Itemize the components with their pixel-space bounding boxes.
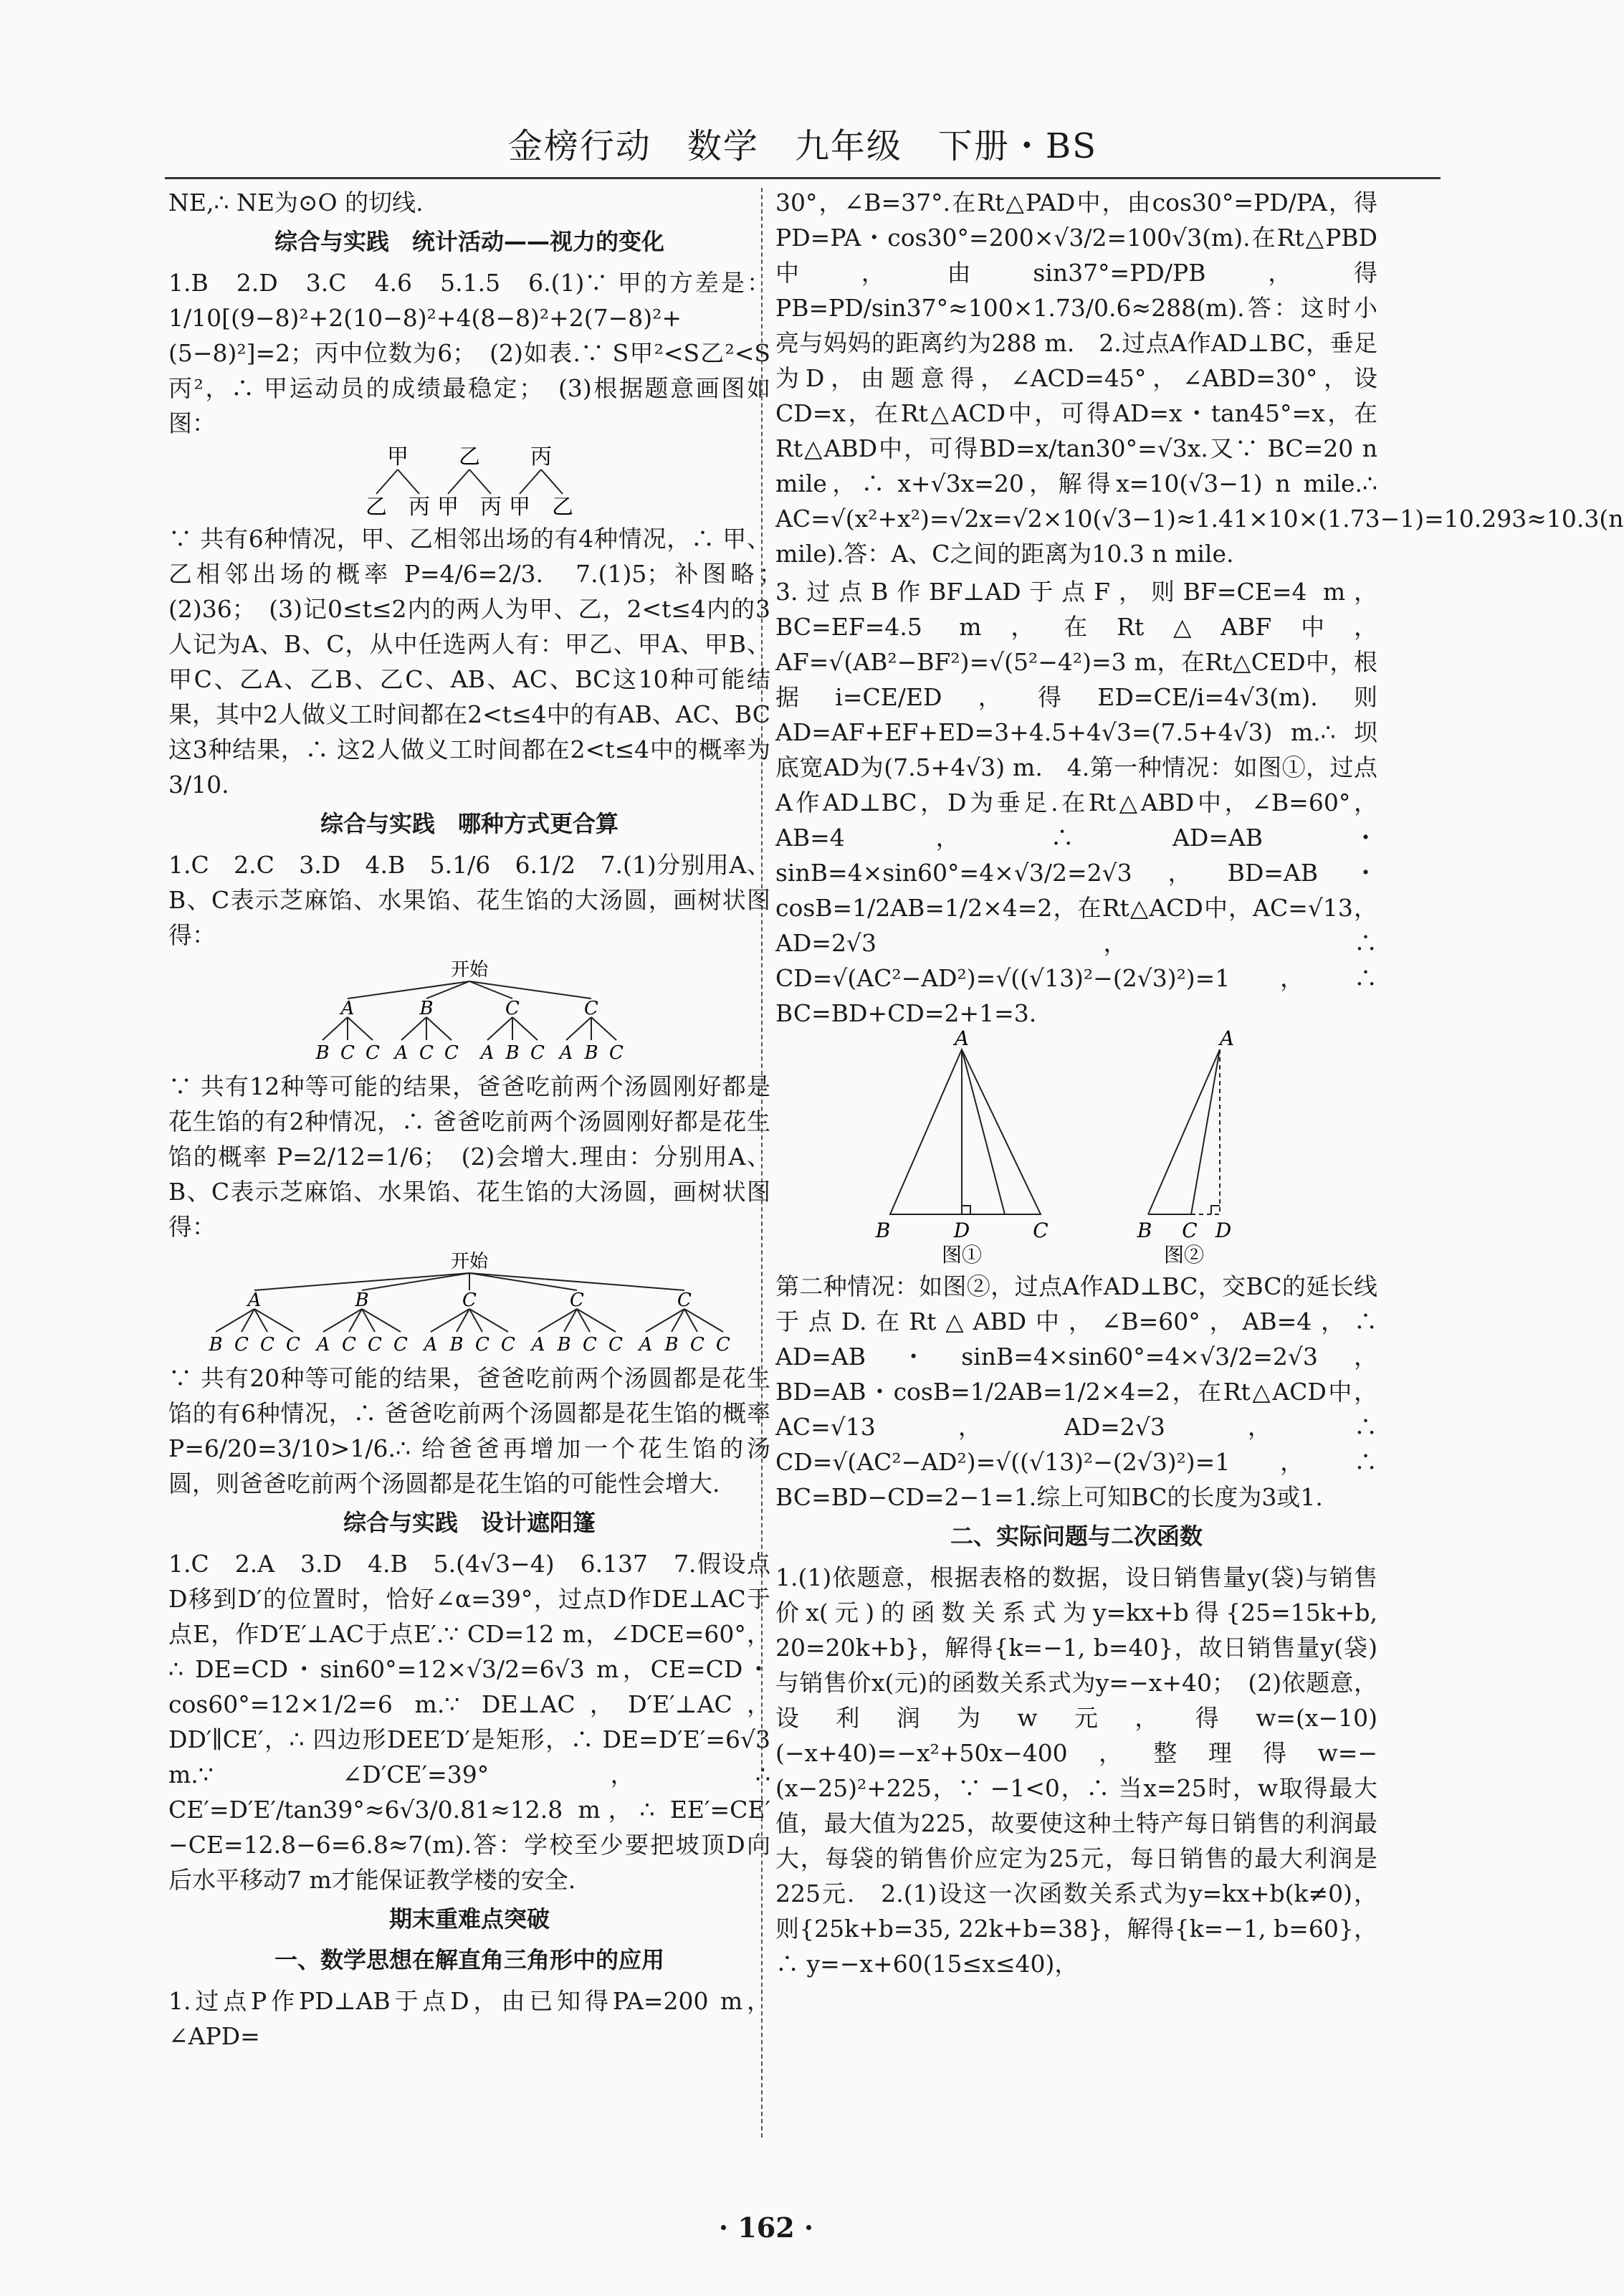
tree-leaf: C — [444, 1042, 459, 1064]
fig1-label-C: C — [1033, 1219, 1049, 1242]
tree-leaf: A — [559, 1042, 573, 1064]
tree-node: C — [584, 998, 598, 1019]
fig2-right-angle — [1211, 1206, 1220, 1214]
paragraph: 30°，∠B=37°.在Rt△PAD中，由cos30°=PD/PA，得PD=PA・cos30°=200×√3/2=100√3(m).在Rt△PBD中，由sin37°=PD/PB，得PB=PD/sin37°≈100×1.73/0.6≈288(m).答：这时小亮与妈妈的距离约为288 m. 2.过点A作AD⊥BC，垂足为D，由题意得，∠ACD=45°，∠ABD=30°，设CD=x，在Rt△ACD中，可得AD=x・tan45°=x，在Rt△ABD中，可得BD=x/tan30°=√3x.又∵ BC=20 n mile，∴ x+√3x=20，解得x=10(√3−1) n mile.∴ AC=√(x²+x²)=√2x=√2×10(√3−1)≈1.41×10×(1.73−1)=10.293≈10.3(n mile).答：A、C之间的距离为10.3 n mile. — [775, 189, 1624, 568]
fig2-label-A: A — [1219, 1026, 1235, 1050]
paragraph: ∵ 共有20种等可能的结果，爸爸吃前两个汤圆都是花生馅的有6种情况，∴ 爸爸吃前两个汤圆都是花生馅的概率 P=6/20=3/10>1/6.∴ 给爸爸再增加一个花生馅的汤圆，则爸爸吃前两个汤圆都是花生馅的可能性会增大. — [168, 1364, 770, 1497]
page-header: 金榜行动 数学 九年级 下册・BS — [507, 126, 1098, 166]
tree-leaf: A — [394, 1042, 409, 1064]
paragraph: 1.过点P作PD⊥AB于点D，由已知得PA=200 m，∠APD= — [168, 1987, 770, 2050]
tree-leaf: 甲 — [509, 495, 530, 520]
tree-leaf: C — [608, 1334, 623, 1356]
tree-leaf: C — [286, 1334, 300, 1356]
tree-leaf: C — [475, 1334, 489, 1356]
tree-leaf: C — [583, 1334, 597, 1356]
tree-leaf: B — [209, 1334, 223, 1356]
paragraph: 1.C 2.A 3.D 4.B 5.(4√3−4) 6.137 7.假设点D移到D′的位置时，恰好∠α=39°，过点D作DE⊥AC于点E，作D′E′⊥AC于点E′.∵ CD=12 m，∠DCE=60°，∴ DE=CD・sin60°=12×√3/2=6√3 m，CE=CD・cos60°=12×1/2=6 m.∵ DE⊥AC，D′E′⊥AC，DD′∥CE′，∴ 四边形DEE′D′是矩形，∴ DE=D′E′=6√3 m.∵ ∠D′CE′=39°，∴ CE′=D′E′/tan39°≈6√3/0.81≈12.8 m，∴ EE′=CE′−CE=12.8−6=6.8≈7(m).答：学校至少要把坡顶D向后水平移动7 m才能保证教学楼的安全. — [168, 1550, 770, 1894]
tree-leaf: B — [664, 1334, 679, 1356]
tree-leaf: C — [530, 1042, 545, 1064]
fig1-triangle — [890, 1049, 1041, 1214]
section-title: 综合与实践 统计活动——视力的变化 — [274, 228, 664, 255]
paragraph: 1.C 2.C 3.D 4.B 5.1/6 6.1/2 7.(1)分别用A、B、C表示芝麻馅、水果馅、花生馅的大汤圆，画树状图得： — [168, 851, 770, 949]
tree-leaf: A — [639, 1334, 653, 1356]
tree-leaf: 乙 — [552, 495, 573, 520]
paragraph: 第二种情况：如图②，过点A作AD⊥BC，交BC的延长线于点D.在Rt△ABD中，∠B=60°，AB=4，∴ AD=AB・sinB=4×sin60°=4×√3/2=2√3，BD=AB・cosB=1/2AB=1/2×4=2，在Rt△ACD中，AC=√13，AD=2√3，∴ CD=√(AC²−AD²)=√((√13)²−(2√3)²)=1，∴ BC=BD−CD=2−1=1.综上可知BC的长度为3或1. — [775, 1272, 1377, 1511]
subsection-title: 一、数学思想在解直角三角形中的应用 — [274, 1946, 664, 1973]
tree-node: B — [419, 998, 434, 1019]
header-rule — [165, 177, 1441, 179]
section-title: 综合与实践 设计遮阳篷 — [343, 1509, 596, 1536]
fig1-side-AC — [962, 1049, 1005, 1214]
fig2-label-D: D — [1215, 1219, 1232, 1242]
paragraph: 1.B 2.D 3.C 4.6 5.1.5 6.(1)∵ 甲的方差是：1/10[(9−8)²+2(10−8)²+4(8−8)²+2(7−8)²+(5−8)²]=2；丙中位数为6； (2)如表.∵ S甲²<S乙²<S丙²，∴ 甲运动员的成绩最稳定； (3)根据题意画图如图： — [168, 269, 770, 437]
fig1-label-A: A — [954, 1026, 970, 1050]
tree-leaf: C — [234, 1334, 249, 1356]
tree-node: C — [677, 1290, 692, 1311]
tree-leaf: 丙 — [409, 495, 430, 520]
fig2-label-C: C — [1182, 1219, 1198, 1242]
fig2-side-AB — [1148, 1049, 1220, 1214]
fig1-caption: 图① — [941, 1243, 983, 1267]
section-title: 期末重难点突破 — [388, 1905, 550, 1933]
tree-leaf: A — [480, 1042, 495, 1064]
tree-leaf: B — [584, 1042, 598, 1064]
tree-top: 丙 — [530, 444, 552, 470]
paragraph: ∵ 共有12种等可能的结果，爸爸吃前两个汤圆刚好都是花生馅的有2种情况，∴ 爸爸吃前两个汤圆刚好都是花生馅的概率 P=2/12=1/6； (2)会增大.理由：分别用A、B、C表示芝麻馅、水果馅、花生馅的大汤圆，画树状图得： — [168, 1072, 770, 1241]
tree-leaf: C — [368, 1334, 382, 1356]
tree-leaf: C — [340, 1042, 355, 1064]
fig1-right-angle — [962, 1206, 970, 1214]
left-column — [168, 185, 794, 2057]
paragraph: 1.(1)依题意，根据表格的数据，设日销售量y(袋)与销售价x(元)的函数关系式为y=kx+b得{25=15k+b, 20=20k+b}，解得{k=−1, b=40}，故日销售量y(袋)与销售价x(元)的函数关系式为y=−x+40； (2)依题意，设利润为w元，得w=(x−10)(−x+40)=−x²+50x−400，整理得w=−(x−25)²+225，∵ −1<0，∴ 当x=25时，w取得最大值，最大值为225，故要使这种土特产每日销售的利润最大，每袋的销售价应定为25元，每日销售的最大利润是225元. 2.(1)设这一次函数关系式为y=kx+b(k≠0)，则{25k+b=35, 22k+b=38}，解得{k=−1, b=60}，∴ y=−x+60(15≤x≤40)， — [775, 1563, 1377, 1978]
tree-leaf: A — [316, 1334, 330, 1356]
tree-node: A — [340, 998, 355, 1019]
tree-leaf: A — [531, 1334, 545, 1356]
tree-diagram-20 — [197, 1249, 742, 1356]
tree-node: A — [247, 1290, 262, 1311]
tree-leaf: A — [424, 1334, 438, 1356]
tree-leaf: C — [501, 1334, 515, 1356]
tree-top: 甲 — [387, 444, 409, 470]
tree-diagram-people — [362, 444, 577, 520]
fig1-label-D: D — [953, 1219, 970, 1242]
tree-top: 乙 — [459, 444, 480, 470]
tree-leaf: 甲 — [437, 495, 459, 520]
right-column — [775, 185, 1624, 1984]
tree-node: C — [505, 998, 520, 1019]
tree-leaf: B — [557, 1334, 571, 1356]
tree-leaf: C — [260, 1334, 274, 1356]
tree-leaf: 乙 — [366, 495, 387, 520]
fig2-label-B: B — [1137, 1219, 1152, 1242]
tree-node: C — [462, 1290, 477, 1311]
tree-leaf: 丙 — [480, 495, 502, 520]
section-title: 二、实际问题与二次函数 — [950, 1523, 1203, 1550]
section-title: 综合与实践 哪种方式更合算 — [320, 810, 618, 837]
triangle-figures — [861, 1026, 1291, 1267]
tree-leaf: C — [393, 1334, 408, 1356]
tree-leaf: B — [505, 1042, 520, 1064]
tree-diagram-12 — [305, 957, 634, 1064]
tree-leaf: C — [716, 1334, 730, 1356]
page-number: · 162 · — [718, 2211, 814, 2244]
tree-root: 开始 — [450, 1251, 489, 1272]
tree-leaf: C — [366, 1042, 380, 1064]
tree-root: 开始 — [450, 959, 489, 981]
paragraph: ∵ 共有6种情况，甲、乙相邻出场的有4种情况，∴ 甲、乙相邻出场的概率 P=4/6=2/3. 7.(1)5；补图略； (2)36； (3)记0≤t≤2内的两人为甲、乙，2<t≤4内的3人记为A、B、C，从中任选两人有：甲乙、甲A、甲B、甲C、乙A、乙B、乙C、AB、AC、BC这10种可能结果，其中2人做义工时间都在2<t≤4中的有AB、AC、BC这3种结果，∴ 这2人做义工时间都在2<t≤4中的概率为3/10. — [168, 525, 794, 799]
paragraph: NE,∴ NE为⊙O 的切线. — [168, 189, 424, 216]
paragraph: 3.过点B作BF⊥AD于点F，则BF=CE=4 m，BC=EF=4.5 m，在Rt△ABF中，AF=√(AB²−BF²)=√(5²−4²)=3 m，在Rt△CED中，根据i=CE/ED，得ED=CE/i=4√3(m).则AD=AF+EF+ED=3+4.5+4√3=(7.5+4√3) m.∴ 坝底宽AD为(7.5+4√3) m. 4.第一种情况：如图①，过点A作AD⊥BC，D为垂足.在Rt△ABD中，∠B=60°，AB=4，∴ AD=AB・sinB=4×sin60°=4×√3/2=2√3，BD=AB・cosB=1/2AB=1/2×4=2，在Rt△ACD中，AC=√13，AD=2√3，∴ CD=√(AC²−AD²)=√((√13)²−(2√3)²)=1，∴ BC=BD+CD=2+1=3. — [775, 578, 1377, 1027]
tree-leaf: B — [315, 1042, 330, 1064]
tree-node: B — [355, 1290, 369, 1311]
tree-leaf: C — [690, 1334, 704, 1356]
tree-leaf: C — [342, 1334, 356, 1356]
tree-leaf: C — [419, 1042, 434, 1064]
fig2-side-AC — [1191, 1049, 1220, 1214]
fig2-caption: 图② — [1163, 1243, 1205, 1267]
tree-leaf: B — [449, 1334, 464, 1356]
tree-leaf: C — [609, 1042, 624, 1064]
fig1-label-B: B — [875, 1219, 891, 1242]
tree-node: C — [570, 1290, 584, 1311]
